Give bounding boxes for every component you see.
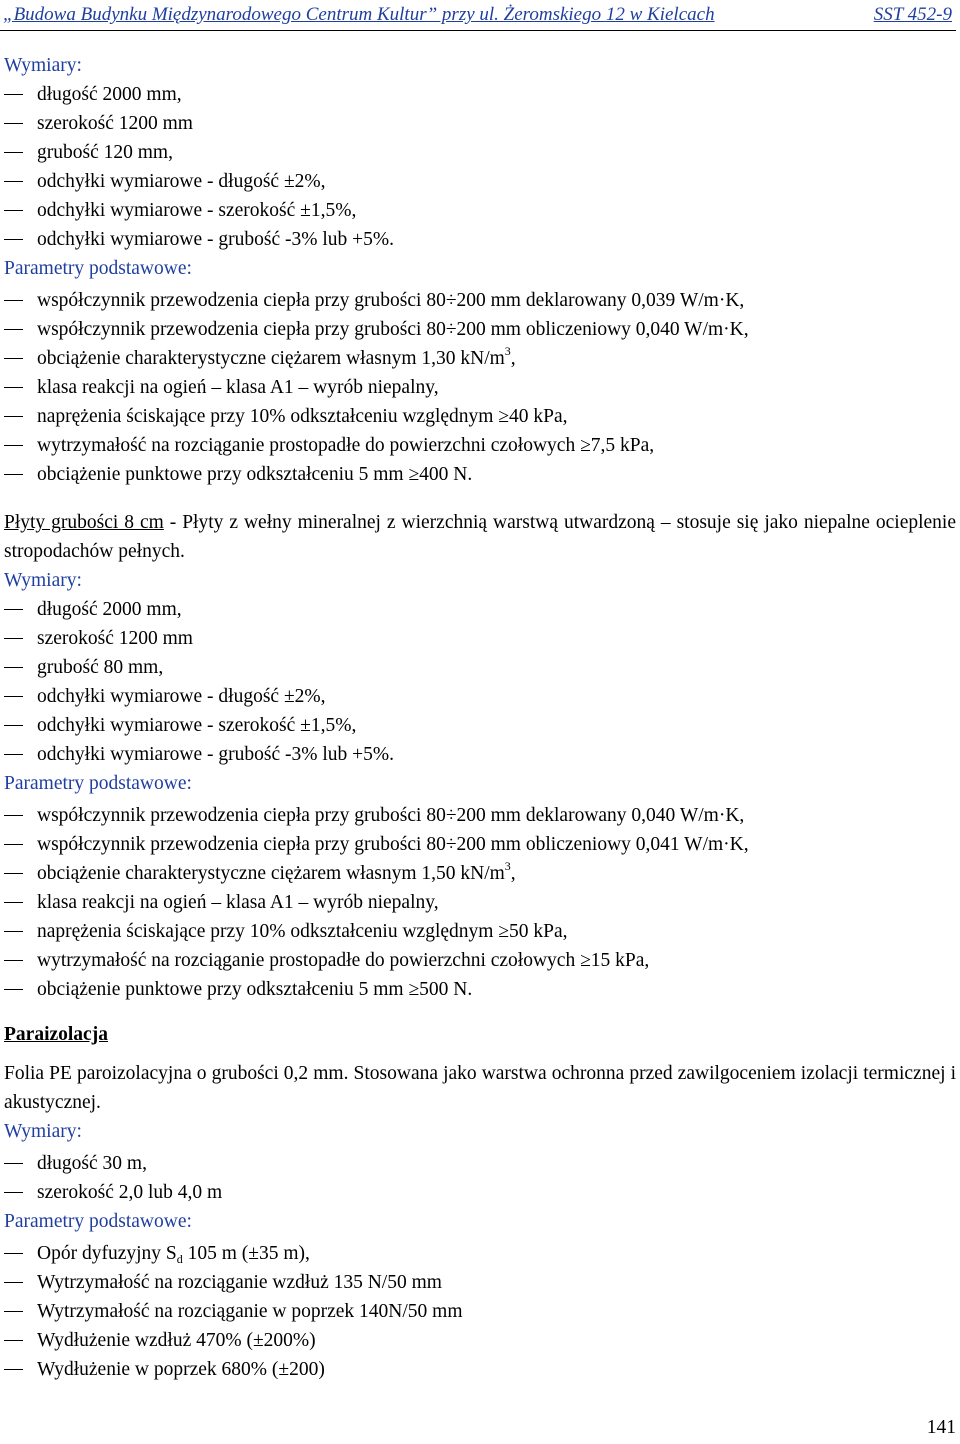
dimensions-label: Wymiary: <box>4 570 82 591</box>
list-item: odchyłki wymiarowe - długość ±2%, <box>4 167 956 196</box>
vapor-barrier-description: Folia PE paroizolacyjna o grubości 0,2 mm. Stosowana jako warstwa ochronna przed zawilgoceniem izolacji termicznej i akustycznej. <box>4 1063 956 1113</box>
list-item: odchyłki wymiarowe - szerokość ±1,5%, <box>4 196 956 225</box>
list-item: grubość 120 mm, <box>4 138 956 167</box>
list-item: współczynnik przewodzenia ciepła przy grubości 80÷200 mm deklarowany 0,039 W/m·K, <box>4 286 956 315</box>
item-text-tail: , <box>510 348 516 369</box>
list-item: długość 2000 mm, <box>4 595 956 624</box>
list-item: odchyłki wymiarowe - długość ±2%, <box>4 682 956 711</box>
item-text-tail: , <box>510 863 516 884</box>
list-item: szerokość 2,0 lub 4,0 m <box>4 1178 956 1207</box>
list-item: współczynnik przewodzenia ciepła przy grubości 80÷200 mm deklarowany 0,040 W/m·K, <box>4 801 956 830</box>
parameters-label: Parametry podstawowe: <box>4 258 192 279</box>
item-text: obciążenie charakterystyczne ciężarem własnym 1,50 kN/m <box>37 863 505 884</box>
list-item <box>4 344 956 373</box>
list-item: wytrzymałość na rozciąganie prostopadłe do powierzchni czołowych ≥15 kPa, <box>4 946 956 975</box>
list-item: długość 30 m, <box>4 1149 956 1178</box>
list-item: klasa reakcji na ogień – klasa A1 – wyrób niepalny, <box>4 888 956 917</box>
parameters-list <box>4 1239 956 1384</box>
parameters-list <box>4 801 956 1004</box>
list-item: naprężenia ściskające przy 10% odkształceniu względnym ≥40 kPa, <box>4 402 956 431</box>
dimensions-label: Wymiary: <box>4 1121 82 1142</box>
list-item: Wytrzymałość na rozciąganie wzdłuż 135 N/50 mm <box>4 1268 956 1297</box>
dimensions-list <box>4 595 956 769</box>
parameters-label: Parametry podstawowe: <box>4 773 192 794</box>
dimensions-list <box>4 80 956 254</box>
plates-8cm-paragraph <box>4 508 956 566</box>
section-heading: Paraizolacja <box>4 1024 108 1045</box>
page-number: 141 <box>926 1417 956 1438</box>
list-item: Wydłużenie wzdłuż 470% (±200%) <box>4 1326 956 1355</box>
plates-8cm-title: Płyty grubości 8 cm <box>4 512 164 533</box>
plates-8cm-description: - Płyty z wełny mineralnej z wierzchnią warstwą utwardzoną – stosuje się jako niepalne ocieplenie stropodachów pełnych. <box>4 512 956 562</box>
subscript: d <box>176 1252 183 1266</box>
superscript: 3 <box>504 859 511 873</box>
list-item: grubość 80 mm, <box>4 653 956 682</box>
section-mineral-wool-8cm <box>4 508 956 1004</box>
list-item: klasa reakcji na ogień – klasa A1 – wyrób niepalny, <box>4 373 956 402</box>
superscript: 3 <box>504 344 511 358</box>
list-item: obciążenie punktowe przy odkształceniu 5 mm ≥500 N. <box>4 975 956 1004</box>
list-item: odchyłki wymiarowe - szerokość ±1,5%, <box>4 711 956 740</box>
header-spec-code: SST 452-9 <box>873 4 952 25</box>
list-item: długość 2000 mm, <box>4 80 956 109</box>
list-item: szerokość 1200 mm <box>4 624 956 653</box>
list-item: szerokość 1200 mm <box>4 109 956 138</box>
item-text: Opór dyfuzyjny S <box>37 1243 177 1264</box>
list-item: odchyłki wymiarowe - grubość -3% lub +5%. <box>4 740 956 769</box>
dimensions-label: Wymiary: <box>4 55 82 76</box>
list-item: wytrzymałość na rozciąganie prostopadłe do powierzchni czołowych ≥7,5 kPa, <box>4 431 956 460</box>
section-vapor-barrier <box>4 1020 956 1384</box>
list-item: Wytrzymałość na rozciąganie w poprzek 140N/50 mm <box>4 1297 956 1326</box>
parameters-list <box>4 286 956 489</box>
header-title: „Budowa Budynku Międzynarodowego Centrum Kultur” przy ul. Żeromskiego 12 w Kielcach <box>3 4 715 25</box>
section-mineral-wool-12cm <box>4 51 956 489</box>
item-text: obciążenie charakterystyczne ciężarem własnym 1,30 kN/m <box>37 348 505 369</box>
list-item: Wydłużenie w poprzek 680% (±200) <box>4 1355 956 1384</box>
list-item: współczynnik przewodzenia ciepła przy grubości 80÷200 mm obliczeniowy 0,040 W/m·K, <box>4 315 956 344</box>
parameters-label: Parametry podstawowe: <box>4 1211 192 1232</box>
list-item <box>4 859 956 888</box>
list-item: naprężenia ściskające przy 10% odkształceniu względnym ≥50 kPa, <box>4 917 956 946</box>
dimensions-list <box>4 1149 956 1207</box>
page-header <box>0 0 956 31</box>
list-item: obciążenie punktowe przy odkształceniu 5 mm ≥400 N. <box>4 460 956 489</box>
list-item: odchyłki wymiarowe - grubość -3% lub +5%. <box>4 225 956 254</box>
list-item <box>4 1239 956 1268</box>
item-text-tail: 105 m (±35 m), <box>182 1243 310 1264</box>
list-item: współczynnik przewodzenia ciepła przy grubości 80÷200 mm obliczeniowy 0,041 W/m·K, <box>4 830 956 859</box>
